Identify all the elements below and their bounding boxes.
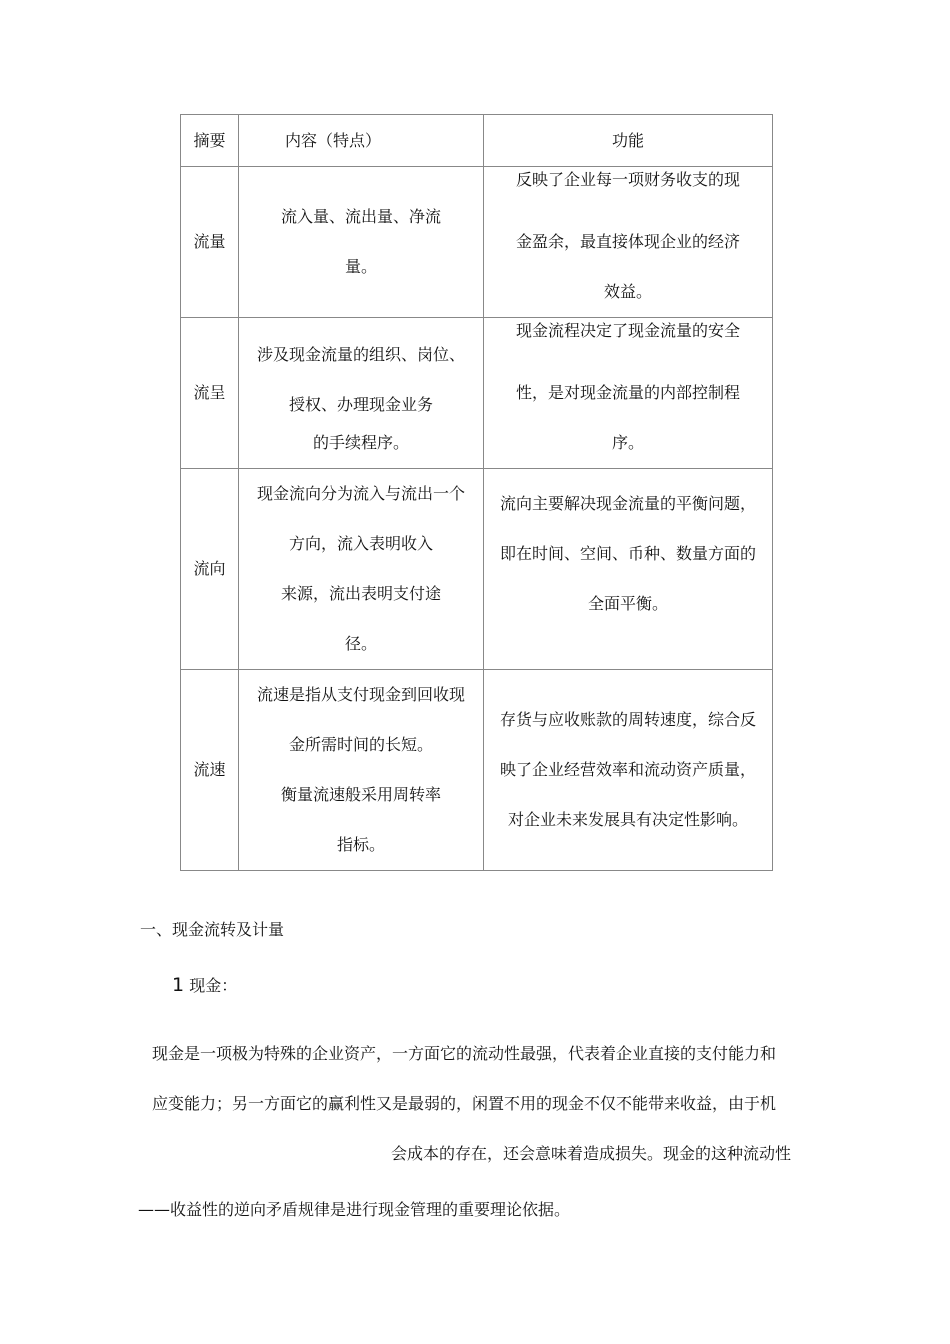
- content-line: 授权、办理现金业务: [288, 395, 433, 414]
- row-content: [239, 167, 484, 318]
- function-line: 序。: [611, 433, 644, 452]
- paragraph-line: 应变能力；另一方面它的赢利性又是最弱的，闲置不用的现金不仅不能带来收益，由于机: [152, 1094, 777, 1113]
- function-line: 映了企业经营效率和流动资产质量，: [499, 760, 756, 779]
- function-line: 反映了企业每一项财务收支的现: [515, 170, 740, 189]
- function-line: 即在时间、空间、币种、数量方面的: [499, 544, 756, 563]
- header-function: 功能: [484, 115, 773, 167]
- cash-flow-summary-table: [180, 114, 773, 871]
- content-line: 径。: [344, 634, 377, 653]
- row-function: [484, 318, 773, 469]
- table-row: [181, 167, 773, 318]
- row-function: [484, 670, 773, 871]
- content-line: 来源，流出表明支付途: [280, 584, 441, 603]
- row-label: 流速: [181, 670, 239, 871]
- header-summary: 摘要: [181, 115, 239, 167]
- subsection-title: 现金：: [189, 976, 238, 995]
- content-line: 涉及现金流量的组织、岗位、: [256, 345, 465, 364]
- row-function: [484, 469, 773, 670]
- content-line: 指标。: [336, 835, 385, 854]
- content-line: 方向，流入表明收入: [288, 534, 433, 553]
- header-content: 内容（特点）: [239, 115, 484, 167]
- section-heading: 一、现金流转及计量: [140, 920, 285, 939]
- paragraph-line: 会成本的存在，还会意味着造成损失。现金的这种流动性: [391, 1144, 792, 1163]
- content-line: 流入量、流出量、净流: [280, 207, 441, 226]
- row-label: 流量: [181, 167, 239, 318]
- subsection-heading: [172, 973, 237, 998]
- table-row: [181, 670, 773, 871]
- content-line: 金所需时间的长短。: [288, 735, 433, 754]
- function-line: 效益。: [603, 282, 652, 301]
- function-line: 存货与应收账款的周转速度，综合反: [499, 710, 756, 729]
- content-line: 衡量流速般采用周转率: [280, 785, 441, 804]
- function-line: 全面平衡。: [587, 594, 668, 613]
- content-line: 流速是指从支付现金到回收现: [256, 685, 465, 704]
- function-line: 现金流程决定了现金流量的安全: [515, 321, 740, 340]
- content-line: 现金流向分为流入与流出一个: [256, 484, 465, 503]
- table-header-row: [181, 115, 773, 167]
- function-line: 流向主要解决现金流量的平衡问题，: [499, 494, 756, 513]
- paragraph-line: 现金是一项极为特殊的企业资产，一方面它的流动性最强，代表着企业直接的支付能力和: [152, 1044, 777, 1063]
- content-line: 量。: [344, 257, 377, 276]
- row-content: [239, 469, 484, 670]
- row-function: [484, 167, 773, 318]
- function-line: 对企业未来发展具有决定性影响。: [507, 810, 748, 829]
- row-content: [239, 318, 484, 469]
- function-line: 金盈余，最直接体现企业的经济: [515, 232, 740, 251]
- content-line: 的手续程序。: [312, 433, 409, 452]
- row-label: 流向: [181, 469, 239, 670]
- row-content: [239, 670, 484, 871]
- paragraph-line: ——收益性的逆向矛盾规律是进行现金管理的重要理论依据。: [138, 1200, 571, 1219]
- table-row: [181, 469, 773, 670]
- row-label: 流呈: [181, 318, 239, 469]
- table-row: [181, 318, 773, 469]
- function-line: 性，是对现金流量的内部控制程: [515, 383, 740, 402]
- subsection-number: 1: [172, 974, 185, 996]
